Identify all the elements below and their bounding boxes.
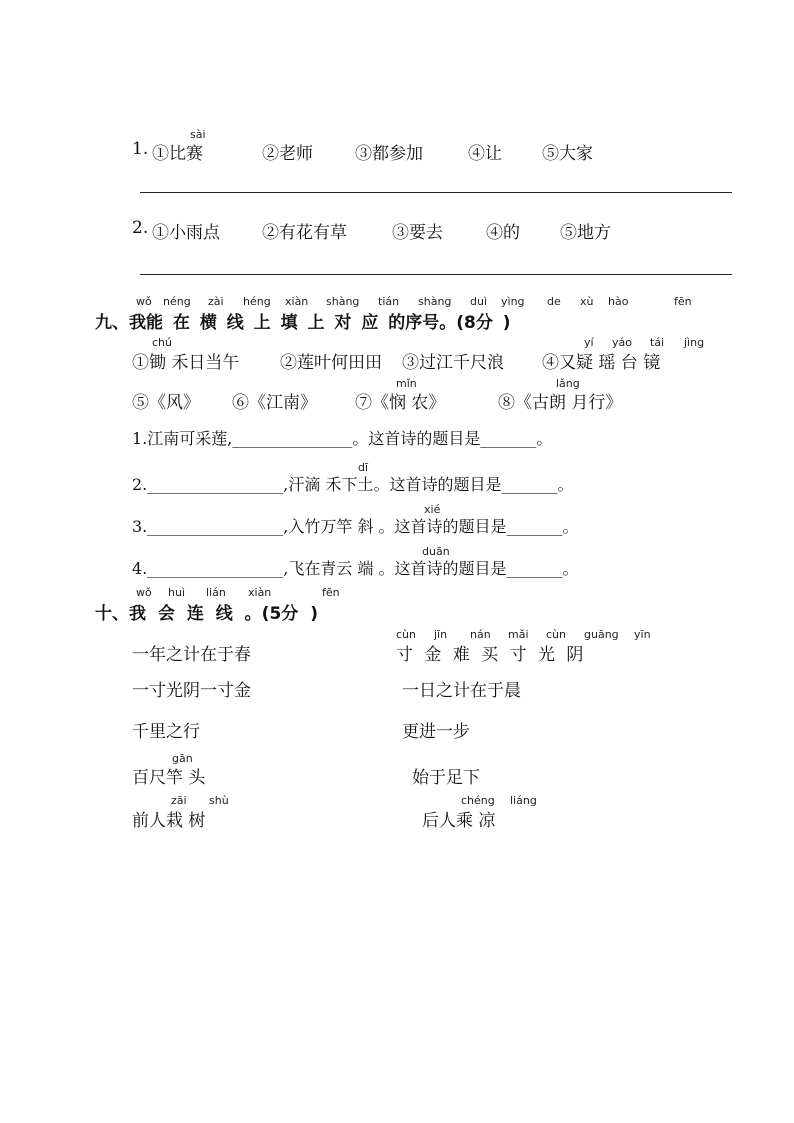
match-left-3[interactable]: 千里之行 [132,722,200,742]
poem-title-5: ⑤《风》 [132,393,200,413]
pinyin-cun-2: cùn [546,628,566,641]
pinyin-xu: xù [580,295,594,308]
pinyin-xie: xié [424,503,441,516]
pinyin-yin: yīn [634,628,651,641]
pinyin-wo-10: wǒ [136,586,152,599]
pinyin-gan: gān [172,752,193,765]
s9-question-3: 3._________________,入竹万竿 斜 。这首诗的题目是_______。 [132,517,579,536]
pinyin-yi: yí [584,336,594,349]
poem-line-1: ①锄 禾日当午 [132,353,240,373]
poem-title-7: ⑦《悯 农》 [355,393,446,413]
pinyin-tai: tái [650,336,665,349]
match-right-5[interactable]: 后人乘 凉 [422,811,496,831]
q1-item-1: ①比赛 [152,144,203,164]
pinyin-hui: huì [168,586,185,599]
q2-item-2: ②有花有草 [262,223,347,243]
match-left-4[interactable]: 百尺竿 头 [132,768,206,788]
match-right-2[interactable]: 一日之计在于晨 [402,681,521,701]
q1-item-4: ④让 [468,144,502,164]
match-right-1[interactable]: 寸 金 难 买 寸 光 阴 [396,645,584,665]
pinyin-min: mǐn [396,377,417,390]
poem-title-6: ⑥《江南》 [232,393,317,413]
pinyin-dui: duì [470,295,488,308]
pinyin-nan: nán [470,628,491,641]
s9-question-1: 1.江南可采莲,_______________。这首诗的题目是_______。 [132,429,553,448]
match-left-1[interactable]: 一年之计在于春 [132,645,251,665]
q2-item-1: ①小雨点 [152,223,220,243]
pinyin-mai: mǎi [508,628,529,641]
q2-label: 2. [132,218,149,238]
s9-question-4: 4._________________,飞在青云 端 。这首诗的题目是_______。 [132,559,579,578]
match-right-3[interactable]: 更进一步 [402,722,470,742]
q1-label: 1. [132,139,149,159]
match-right-4[interactable]: 始于足下 [412,768,480,788]
s9-question-2: 2._________________,汗滴 禾下土。这首诗的题目是_______。 [132,475,574,494]
pinyin-duan: duān [422,545,450,558]
pinyin-jin: jīn [434,628,448,641]
q2-item-4: ④的 [486,223,520,243]
pinyin-yao: yáo [612,336,632,349]
q2-item-5: ⑤地方 [560,223,611,243]
pinyin-fen-10: fēn [322,586,340,599]
pinyin-liang: liáng [510,794,537,807]
pinyin-tian: tián [378,295,400,308]
section10-title: 十、我 会 连 线 。(5分 ) [95,604,318,624]
pinyin-wo: wǒ [136,295,152,308]
pinyin-heng: héng [243,295,271,308]
pinyin-fen: fēn [674,295,692,308]
pinyin-lang: lǎng [556,377,580,390]
pinyin-xian-10: xiàn [248,586,272,599]
pinyin-de: de [547,295,561,308]
pinyin-ying: yìng [501,295,525,308]
poem-line-4: ④又疑 瑶 台 镜 [542,353,661,373]
answer-line-1[interactable] [140,192,732,193]
pinyin-xian: xiàn [285,295,309,308]
pinyin-jing: jìng [684,336,705,349]
pinyin-lian: lián [206,586,226,599]
q1-item-5: ⑤大家 [542,144,593,164]
pinyin-zai: zài [208,295,224,308]
q1-item-2: ②老师 [262,144,313,164]
q2-item-3: ③要去 [392,223,443,243]
pinyin-sai: sài [190,128,206,141]
pinyin-chu: chú [152,336,172,349]
q1-item-3: ③都参加 [355,144,423,164]
pinyin-hao: hào [608,295,629,308]
answer-line-2[interactable] [140,274,732,275]
pinyin-guang: guāng [584,628,619,641]
pinyin-shu: shù [209,794,229,807]
pinyin-di: dī [358,461,369,474]
poem-line-2: ②莲叶何田田 [280,353,382,373]
section9-title: 九、我能 在 横 线 上 填 上 对 应 的序号。(8分 ) [95,313,511,333]
match-left-5[interactable]: 前人栽 树 [132,811,206,831]
pinyin-shang: shàng [326,295,360,308]
pinyin-cheng: chéng [461,794,495,807]
match-left-2[interactable]: 一寸光阴一寸金 [132,681,251,701]
pinyin-zai-2: zāi [171,794,187,807]
pinyin-neng: néng [163,295,191,308]
poem-line-3: ③过江千尺浪 [402,353,504,373]
poem-title-8: ⑧《古朗 月行》 [498,393,623,413]
pinyin-shang2: shàng [418,295,452,308]
pinyin-cun: cùn [396,628,416,641]
